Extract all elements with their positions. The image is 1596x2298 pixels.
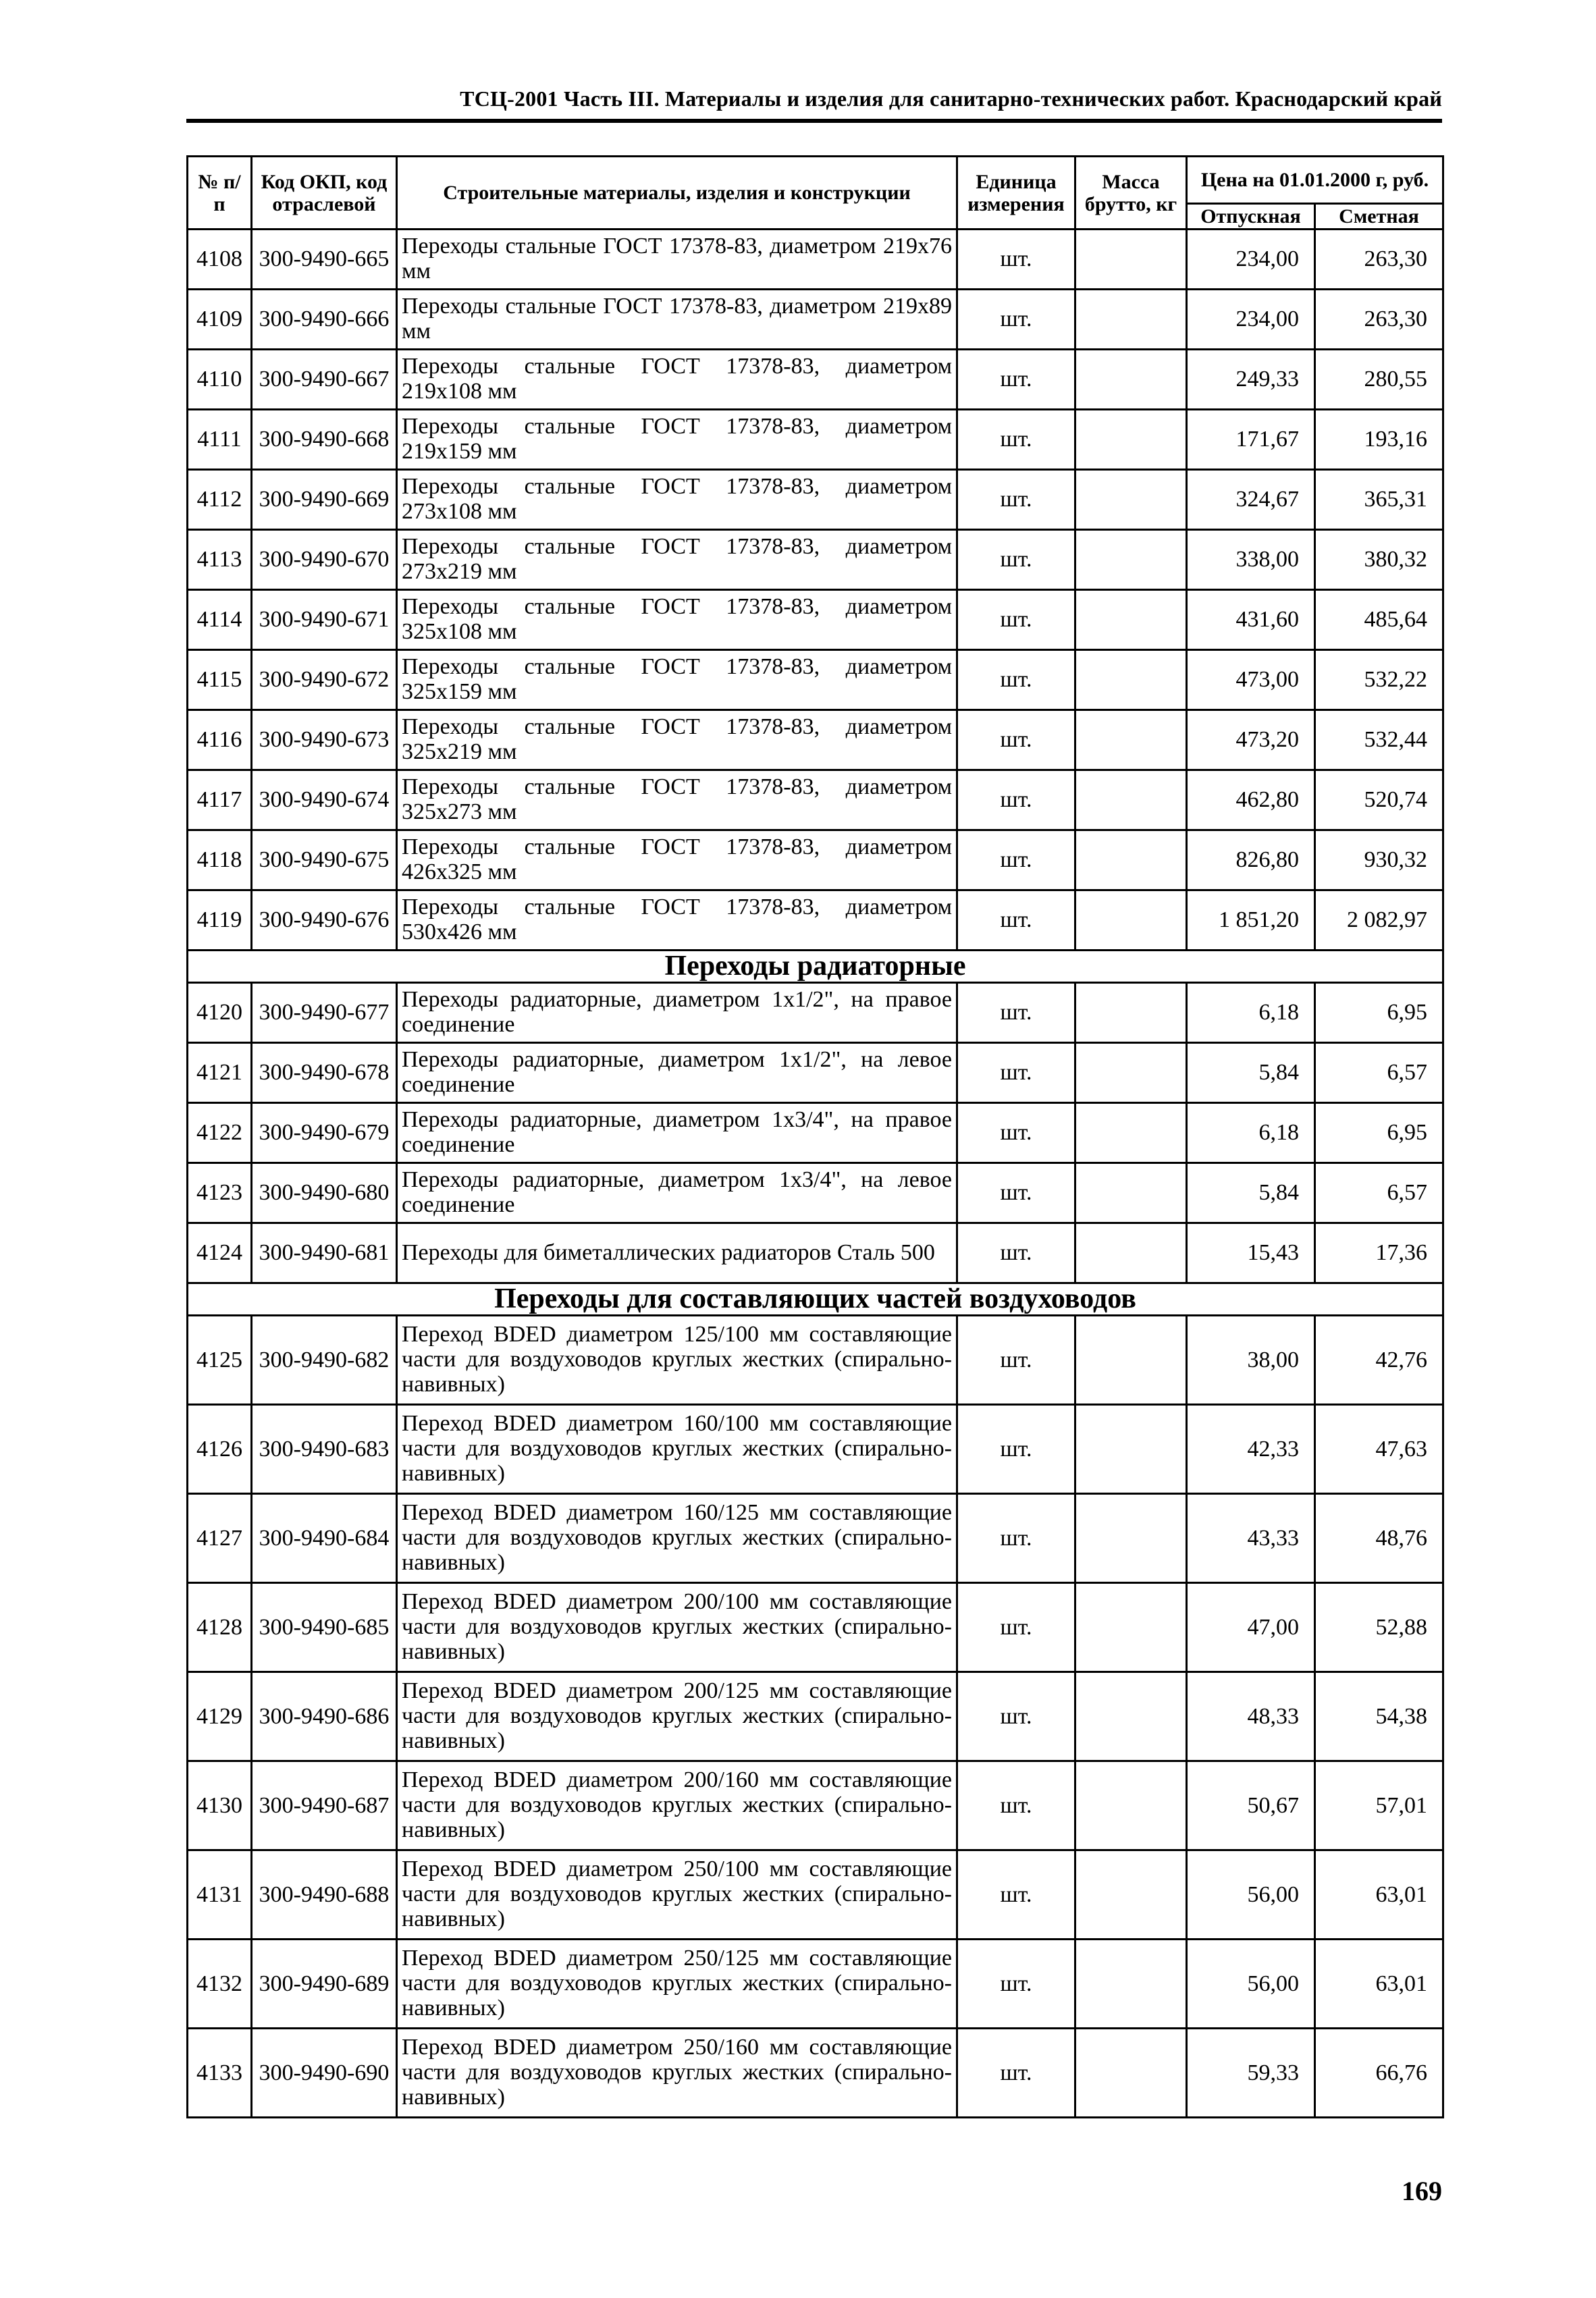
cell-description: Переходы стальные ГОСТ 17378-83, диаметром 219х89 мм — [397, 290, 957, 350]
cell-mass — [1075, 470, 1187, 530]
cell-unit: шт. — [957, 2029, 1075, 2118]
cell-code: 300-9490-669 — [252, 470, 397, 530]
table-row — [188, 1672, 1443, 1761]
cell-mass — [1075, 1672, 1187, 1761]
cell-price-out: 338,00 — [1187, 530, 1315, 590]
cell-price-out: 462,80 — [1187, 770, 1315, 830]
table-row — [188, 290, 1443, 350]
cell-unit: шт. — [957, 983, 1075, 1043]
cell-num: 4115 — [188, 650, 252, 710]
cell-num: 4118 — [188, 830, 252, 890]
cell-code: 300-9490-670 — [252, 530, 397, 590]
cell-description: Переходы стальные ГОСТ 17378-83, диаметром 325х273 мм — [397, 770, 957, 830]
table-row — [188, 1761, 1443, 1850]
cell-mass — [1075, 1850, 1187, 1940]
table-body-steel — [188, 230, 1443, 951]
cell-description: Переход BDED диаметром 160/100 мм составляющие части для воздуховодов круглых жестких (спирально-навивных) — [397, 1405, 957, 1494]
col-header-price: Цена на 01.01.2000 г, руб. — [1187, 157, 1443, 204]
cell-price-est: 485,64 — [1315, 590, 1443, 650]
cell-unit: шт. — [957, 1494, 1075, 1583]
price-table — [186, 155, 1444, 2118]
cell-unit: шт. — [957, 1583, 1075, 1672]
cell-code: 300-9490-666 — [252, 290, 397, 350]
cell-code: 300-9490-677 — [252, 983, 397, 1043]
cell-code: 300-9490-683 — [252, 1405, 397, 1494]
cell-num: 4108 — [188, 230, 252, 290]
cell-code: 300-9490-682 — [252, 1316, 397, 1405]
cell-unit: шт. — [957, 1316, 1075, 1405]
cell-num: 4117 — [188, 770, 252, 830]
cell-price-out: 5,84 — [1187, 1043, 1315, 1103]
cell-price-est: 52,88 — [1315, 1583, 1443, 1672]
cell-mass — [1075, 1223, 1187, 1283]
cell-mass — [1075, 770, 1187, 830]
table-row — [188, 1163, 1443, 1223]
cell-price-est: 532,44 — [1315, 710, 1443, 770]
cell-mass — [1075, 1103, 1187, 1163]
cell-price-est: 263,30 — [1315, 230, 1443, 290]
cell-unit: шт. — [957, 770, 1075, 830]
cell-description: Переходы стальные ГОСТ 17378-83, диаметром 219х108 мм — [397, 350, 957, 410]
cell-description: Переходы стальные ГОСТ 17378-83, диаметром 219х159 мм — [397, 410, 957, 470]
cell-num: 4122 — [188, 1103, 252, 1163]
table-row — [188, 1043, 1443, 1103]
cell-mass — [1075, 890, 1187, 951]
cell-description: Переход BDED диаметром 125/100 мм составляющие части для воздуховодов круглых жестких (спирально-навивных) — [397, 1316, 957, 1405]
col-header-mass: Масса брутто, кг — [1075, 157, 1187, 230]
cell-mass — [1075, 1940, 1187, 2029]
table-body-duct — [188, 1316, 1443, 2118]
cell-unit: шт. — [957, 1103, 1075, 1163]
cell-description: Переходы радиаторные, диаметром 1х1/2", на правое соединение — [397, 983, 957, 1043]
cell-description: Переходы радиаторные, диаметром 1х3/4", на правое соединение — [397, 1103, 957, 1163]
cell-price-out: 826,80 — [1187, 830, 1315, 890]
cell-description: Переход BDED диаметром 200/160 мм составляющие части для воздуховодов круглых жестких (спирально-навивных) — [397, 1761, 957, 1850]
table-row — [188, 770, 1443, 830]
cell-mass — [1075, 983, 1187, 1043]
table-row — [188, 230, 1443, 290]
cell-price-out: 249,33 — [1187, 350, 1315, 410]
cell-price-est: 6,57 — [1315, 1163, 1443, 1223]
cell-price-out: 47,00 — [1187, 1583, 1315, 1672]
table-row — [188, 1583, 1443, 1672]
cell-num: 4131 — [188, 1850, 252, 1940]
cell-description: Переход BDED диаметром 250/160 мм составляющие части для воздуховодов круглых жестких (спирально-навивных) — [397, 2029, 957, 2118]
table-row — [188, 983, 1443, 1043]
col-header-code: Код ОКП, код отраслевой — [252, 157, 397, 230]
cell-price-est: 47,63 — [1315, 1405, 1443, 1494]
cell-code: 300-9490-678 — [252, 1043, 397, 1103]
cell-price-out: 324,67 — [1187, 470, 1315, 530]
cell-num: 4126 — [188, 1405, 252, 1494]
cell-description: Переход BDED диаметром 200/100 мм составляющие части для воздуховодов круглых жестких (спирально-навивных) — [397, 1583, 957, 1672]
cell-price-est: 380,32 — [1315, 530, 1443, 590]
cell-price-est: 48,76 — [1315, 1494, 1443, 1583]
table-row — [188, 650, 1443, 710]
cell-num: 4132 — [188, 1940, 252, 2029]
cell-mass — [1075, 290, 1187, 350]
cell-unit: шт. — [957, 650, 1075, 710]
cell-price-est: 6,95 — [1315, 1103, 1443, 1163]
cell-description: Переход BDED диаметром 160/125 мм составляющие части для воздуховодов круглых жестких (спирально-навивных) — [397, 1494, 957, 1583]
table-body-radiator — [188, 983, 1443, 1283]
cell-code: 300-9490-681 — [252, 1223, 397, 1283]
cell-num: 4111 — [188, 410, 252, 470]
cell-price-est: 520,74 — [1315, 770, 1443, 830]
cell-mass — [1075, 1583, 1187, 1672]
cell-num: 4116 — [188, 710, 252, 770]
cell-mass — [1075, 1043, 1187, 1103]
cell-price-est: 63,01 — [1315, 1940, 1443, 2029]
cell-price-est: 66,76 — [1315, 2029, 1443, 2118]
col-header-price-est: Сметная — [1315, 204, 1443, 230]
col-header-num: № п/п — [188, 157, 252, 230]
cell-mass — [1075, 830, 1187, 890]
cell-mass — [1075, 530, 1187, 590]
cell-unit: шт. — [957, 530, 1075, 590]
cell-mass — [1075, 1163, 1187, 1223]
cell-mass — [1075, 710, 1187, 770]
cell-price-out: 59,33 — [1187, 2029, 1315, 2118]
cell-price-est: 42,76 — [1315, 1316, 1443, 1405]
cell-description: Переход BDED диаметром 200/125 мм составляющие части для воздуховодов круглых жестких (спирально-навивных) — [397, 1672, 957, 1761]
cell-unit: шт. — [957, 710, 1075, 770]
cell-code: 300-9490-674 — [252, 770, 397, 830]
cell-num: 4113 — [188, 530, 252, 590]
cell-code: 300-9490-686 — [252, 1672, 397, 1761]
cell-price-out: 234,00 — [1187, 290, 1315, 350]
cell-num: 4112 — [188, 470, 252, 530]
cell-mass — [1075, 410, 1187, 470]
cell-price-est: 54,38 — [1315, 1672, 1443, 1761]
cell-num: 4109 — [188, 290, 252, 350]
cell-code: 300-9490-690 — [252, 2029, 397, 2118]
table-row — [188, 470, 1443, 530]
section-title-radiator: Переходы радиаторные — [188, 951, 1443, 983]
cell-price-est: 2 082,97 — [1315, 890, 1443, 951]
cell-price-est: 263,30 — [1315, 290, 1443, 350]
cell-price-out: 15,43 — [1187, 1223, 1315, 1283]
cell-unit: шт. — [957, 350, 1075, 410]
cell-description: Переходы стальные ГОСТ 17378-83, диаметром 219х76 мм — [397, 230, 957, 290]
cell-code: 300-9490-671 — [252, 590, 397, 650]
cell-num: 4119 — [188, 890, 252, 951]
cell-description: Переходы стальные ГОСТ 17378-83, диаметром 325х159 мм — [397, 650, 957, 710]
cell-description: Переходы для биметаллических радиаторов Сталь 500 — [397, 1223, 957, 1283]
cell-mass — [1075, 230, 1187, 290]
cell-code: 300-9490-668 — [252, 410, 397, 470]
cell-num: 4124 — [188, 1223, 252, 1283]
cell-unit: шт. — [957, 1163, 1075, 1223]
cell-unit: шт. — [957, 1672, 1075, 1761]
cell-price-out: 48,33 — [1187, 1672, 1315, 1761]
cell-description: Переходы стальные ГОСТ 17378-83, диаметром 530х426 мм — [397, 890, 957, 951]
table-row — [188, 1494, 1443, 1583]
cell-code: 300-9490-689 — [252, 1940, 397, 2029]
page-header: ТСЦ-2001 Часть III. Материалы и изделия для санитарно-технических работ. Краснодарский край — [460, 86, 1442, 111]
cell-code: 300-9490-684 — [252, 1494, 397, 1583]
col-header-desc: Строительные материалы, изделия и конструкции — [397, 157, 957, 230]
cell-mass — [1075, 1316, 1187, 1405]
cell-price-est: 6,95 — [1315, 983, 1443, 1043]
cell-mass — [1075, 2029, 1187, 2118]
table-row — [188, 410, 1443, 470]
table-header — [188, 157, 1443, 230]
cell-price-est: 17,36 — [1315, 1223, 1443, 1283]
section-title-duct: Переходы для составляющих частей воздуховодов — [188, 1283, 1443, 1316]
cell-description: Переходы стальные ГОСТ 17378-83, диаметром 325х219 мм — [397, 710, 957, 770]
cell-price-out: 6,18 — [1187, 983, 1315, 1043]
section-radiator — [188, 951, 1443, 983]
cell-code: 300-9490-679 — [252, 1103, 397, 1163]
cell-price-out: 42,33 — [1187, 1405, 1315, 1494]
cell-unit: шт. — [957, 1850, 1075, 1940]
cell-mass — [1075, 1405, 1187, 1494]
cell-price-out: 1 851,20 — [1187, 890, 1315, 951]
cell-price-est: 193,16 — [1315, 410, 1443, 470]
cell-description: Переходы стальные ГОСТ 17378-83, диаметром 273х219 мм — [397, 530, 957, 590]
cell-num: 4120 — [188, 983, 252, 1043]
cell-unit: шт. — [957, 590, 1075, 650]
cell-mass — [1075, 650, 1187, 710]
cell-mass — [1075, 1761, 1187, 1850]
cell-unit: шт. — [957, 1761, 1075, 1850]
table-row — [188, 710, 1443, 770]
col-header-unit: Единица измерения — [957, 157, 1075, 230]
cell-price-est: 280,55 — [1315, 350, 1443, 410]
cell-price-out: 50,67 — [1187, 1761, 1315, 1850]
cell-num: 4125 — [188, 1316, 252, 1405]
table-row — [188, 2029, 1443, 2118]
cell-num: 4129 — [188, 1672, 252, 1761]
cell-price-out: 38,00 — [1187, 1316, 1315, 1405]
cell-price-est: 532,22 — [1315, 650, 1443, 710]
cell-price-est: 63,01 — [1315, 1850, 1443, 1940]
cell-num: 4127 — [188, 1494, 252, 1583]
cell-description: Переходы радиаторные, диаметром 1х1/2", на левое соединение — [397, 1043, 957, 1103]
cell-num: 4130 — [188, 1761, 252, 1850]
cell-num: 4133 — [188, 2029, 252, 2118]
cell-price-out: 171,67 — [1187, 410, 1315, 470]
cell-unit: шт. — [957, 1940, 1075, 2029]
table-row — [188, 1103, 1443, 1163]
cell-price-out: 56,00 — [1187, 1940, 1315, 2029]
cell-num: 4123 — [188, 1163, 252, 1223]
cell-price-out: 6,18 — [1187, 1103, 1315, 1163]
cell-code: 300-9490-673 — [252, 710, 397, 770]
cell-num: 4121 — [188, 1043, 252, 1103]
cell-unit: шт. — [957, 290, 1075, 350]
cell-description: Переходы стальные ГОСТ 17378-83, диаметром 325х108 мм — [397, 590, 957, 650]
cell-unit: шт. — [957, 1405, 1075, 1494]
cell-price-est: 930,32 — [1315, 830, 1443, 890]
cell-unit: шт. — [957, 230, 1075, 290]
cell-price-est: 57,01 — [1315, 1761, 1443, 1850]
cell-unit: шт. — [957, 890, 1075, 951]
table-row — [188, 350, 1443, 410]
cell-unit: шт. — [957, 1223, 1075, 1283]
cell-unit: шт. — [957, 1043, 1075, 1103]
cell-code: 300-9490-687 — [252, 1761, 397, 1850]
cell-code: 300-9490-680 — [252, 1163, 397, 1223]
cell-price-out: 5,84 — [1187, 1163, 1315, 1223]
table-row — [188, 1223, 1443, 1283]
cell-code: 300-9490-672 — [252, 650, 397, 710]
cell-description: Переход BDED диаметром 250/125 мм составляющие части для воздуховодов круглых жестких (спирально-навивных) — [397, 1940, 957, 2029]
cell-description: Переход BDED диаметром 250/100 мм составляющие части для воздуховодов круглых жестких (спирально-навивных) — [397, 1850, 957, 1940]
cell-code: 300-9490-688 — [252, 1850, 397, 1940]
cell-mass — [1075, 350, 1187, 410]
table-row — [188, 1940, 1443, 2029]
cell-price-out: 56,00 — [1187, 1850, 1315, 1940]
cell-code: 300-9490-675 — [252, 830, 397, 890]
cell-mass — [1075, 1494, 1187, 1583]
cell-unit: шт. — [957, 410, 1075, 470]
header-rule — [186, 119, 1442, 123]
cell-num: 4110 — [188, 350, 252, 410]
cell-price-est: 365,31 — [1315, 470, 1443, 530]
table-row — [188, 1316, 1443, 1405]
cell-price-out: 43,33 — [1187, 1494, 1315, 1583]
page-number: 169 — [1402, 2176, 1442, 2206]
cell-code: 300-9490-667 — [252, 350, 397, 410]
table-row — [188, 1850, 1443, 1940]
cell-description: Переходы стальные ГОСТ 17378-83, диаметром 426х325 мм — [397, 830, 957, 890]
table-row — [188, 1405, 1443, 1494]
cell-code: 300-9490-676 — [252, 890, 397, 951]
table-row — [188, 830, 1443, 890]
col-header-price-out: Отпускная — [1187, 204, 1315, 230]
cell-description: Переходы радиаторные, диаметром 1х3/4", на левое соединение — [397, 1163, 957, 1223]
cell-price-out: 473,20 — [1187, 710, 1315, 770]
cell-unit: шт. — [957, 830, 1075, 890]
table-row — [188, 890, 1443, 951]
cell-mass — [1075, 590, 1187, 650]
cell-num: 4128 — [188, 1583, 252, 1672]
section-duct — [188, 1283, 1443, 1316]
cell-price-est: 6,57 — [1315, 1043, 1443, 1103]
cell-num: 4114 — [188, 590, 252, 650]
cell-description: Переходы стальные ГОСТ 17378-83, диаметром 273х108 мм — [397, 470, 957, 530]
table-row — [188, 590, 1443, 650]
cell-price-out: 431,60 — [1187, 590, 1315, 650]
table-row — [188, 530, 1443, 590]
cell-code: 300-9490-685 — [252, 1583, 397, 1672]
cell-price-out: 473,00 — [1187, 650, 1315, 710]
cell-code: 300-9490-665 — [252, 230, 397, 290]
cell-unit: шт. — [957, 470, 1075, 530]
cell-price-out: 234,00 — [1187, 230, 1315, 290]
